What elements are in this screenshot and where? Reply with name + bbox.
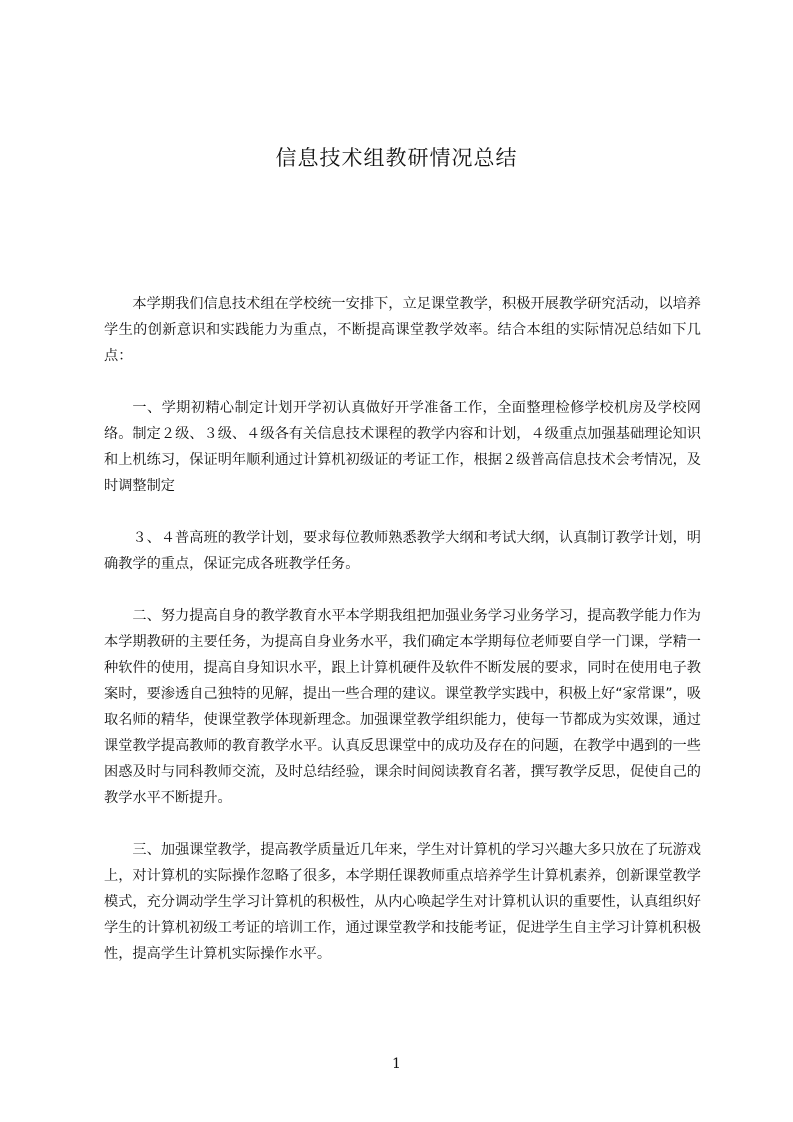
- paragraph-intro: 本学期我们信息技术组在学校统一安排下，立足课堂教学，积极开展教学研究活动，以培养学生的创新意识和实践能力为重点，不断提高课堂教学效率。结合本组的实际情况总结如下几点：: [104, 296, 701, 364]
- document-title: 信息技术组教研情况总结: [275, 146, 518, 170]
- paragraph-section-two: 二、努力提高自身的教学教育水平本学期我组把加强业务学习业务学习，提高教学能力作为本学期教研的主要任务，为提高自身业务水平，我们确定本学期每位老师要自学一门课，学精一种软件的使用，提高自身知识水平，跟上计算机硬件及软件不断发展的要求，同时在使用电子教案时，要渗透自己独特的见解，提出一些合理的建议。课堂教学实践中，积极上好“家常课”，吸取名师的精华，使课堂教学体现新理念。加强课堂教学组织能力，使每一节都成为实效课，通过课堂教学提高教师的教育教学水平。认真反思课堂中的成功及存在的问题，在教学中遇到的一些困惑及时与同科教师交流，及时总结经验，课余时间阅读教育名著，撰写教学反思，促使自己的教学水平不断提升。: [104, 608, 701, 806]
- paragraph-section-one: 一、学期初精心制定计划开学初认真做好开学准备工作，全面整理检修学校机房及学校网络。制定２级、３级、４级各有关信息技术课程的教学内容和计划，４级重点加强基础理论知识和上机练习，保证明年顺利通过计算机初级证的考证工作，根据２级普高信息技术会考情况，及时调整制定: [104, 400, 701, 494]
- page-number: 1: [392, 1056, 401, 1072]
- paragraph-section-three: 三、加强课堂教学，提高教学质量近几年来，学生对计算机的学习兴趣大多只放在了玩游戏上，对计算机的实际操作忽略了很多，本学期任课教师重点培养学生计算机素养，创新课堂教学模式，充分调动学生学习计算机的积极性，从内心唤起学生对计算机认识的重要性，认真组织好学生的计算机初级工考证的培训工作，通过课堂教学和技能考证，促进学生自主学习计算机积极性，提高学生计算机实际操作水平。: [104, 842, 701, 962]
- paragraph-section-one-continued: ３、４普高班的教学计划，要求每位教师熟悉教学大纲和考试大纲，认真制订教学计划，明确教学的重点，保证完成各班教学任务。: [104, 530, 701, 572]
- document-body: [104, 291, 701, 993]
